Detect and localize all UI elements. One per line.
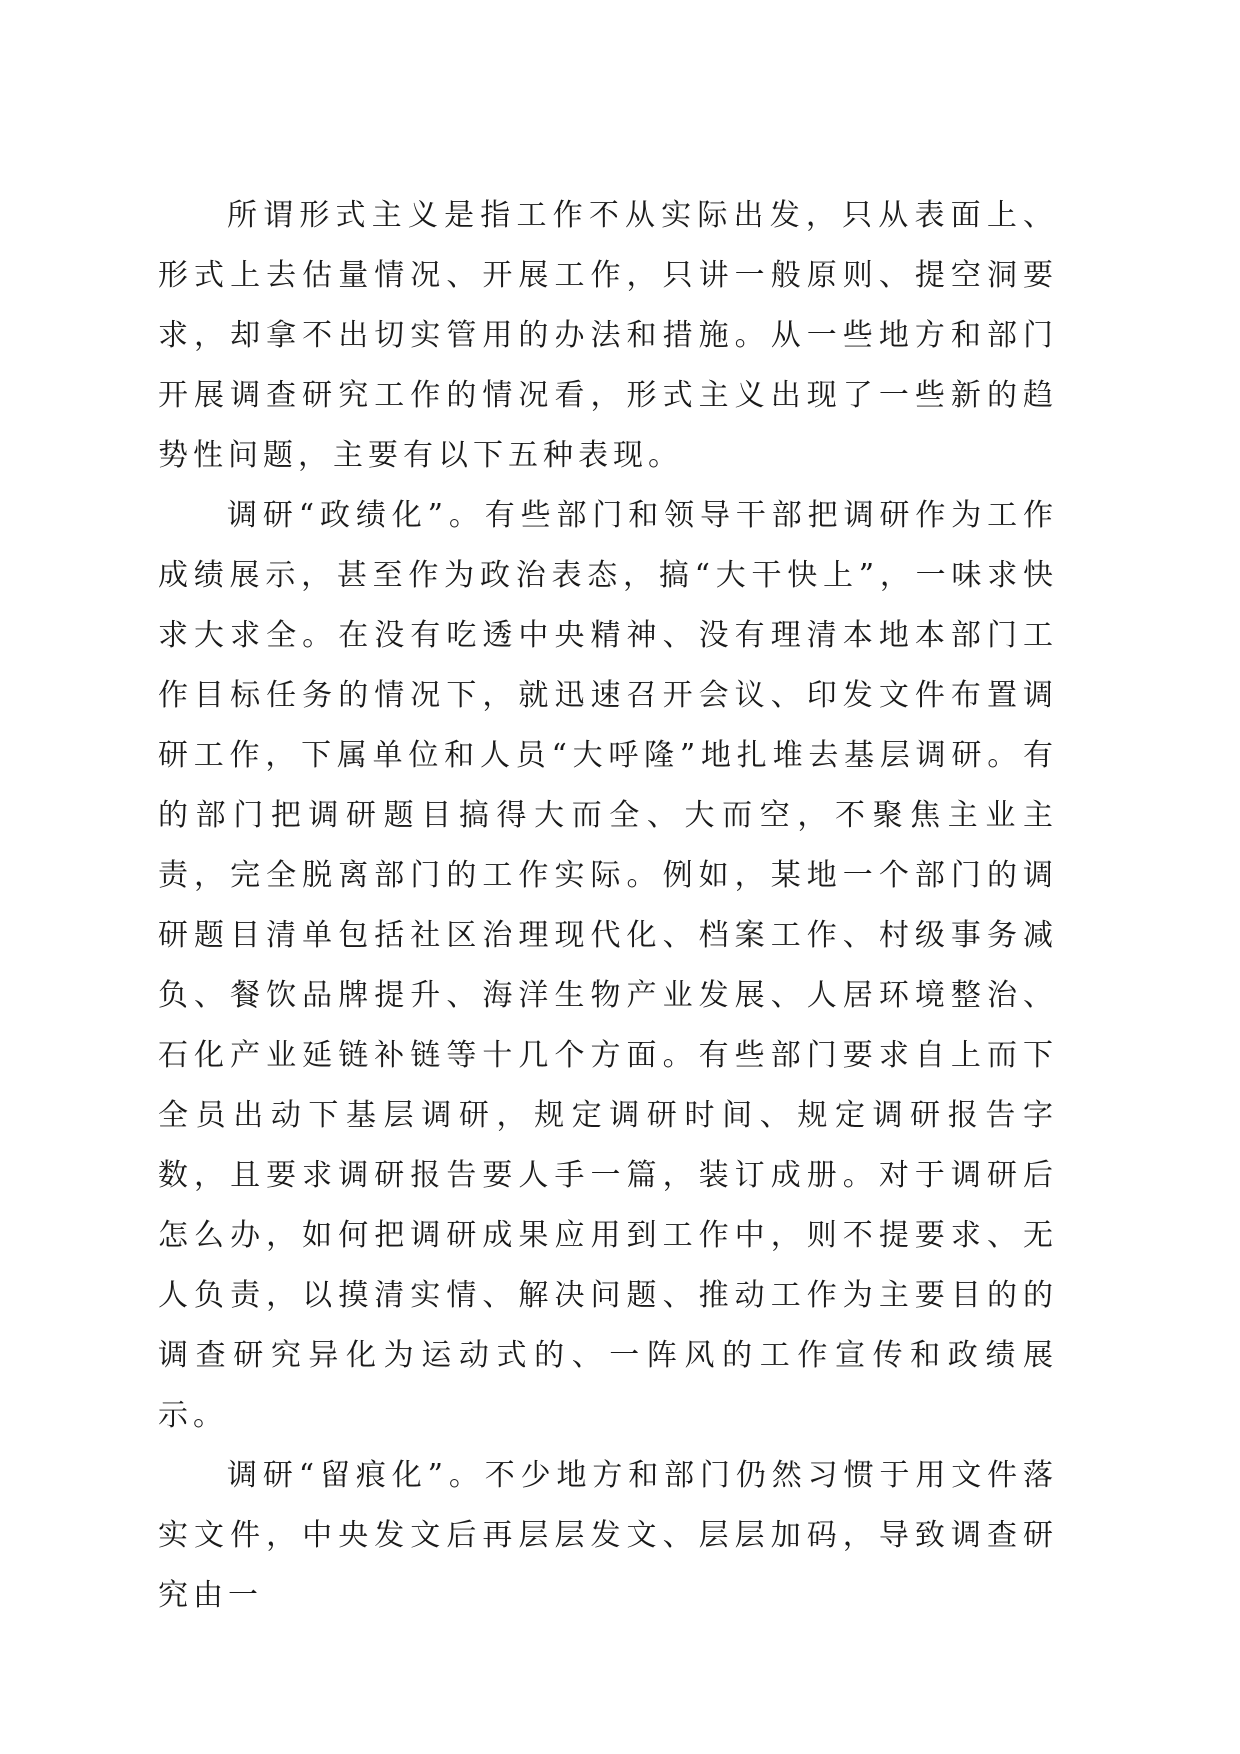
paragraph-trace-oriented-research: 调研“留痕化”。不少地方和部门仍然习惯于用文件落实文件，中央发文后再层层发文、层层加码，导致调查研究由一 — [158, 1458, 1058, 1613]
document-body — [158, 186, 1058, 1626]
paragraph-achievement-oriented-research: 调研“政绩化”。有些部门和领导干部把调研作为工作成绩展示，甚至作为政治表态，搞“大干快上”，一味求快求大求全。在没有吃透中央精神、没有理清本地本部门工作目标任务的情况下，就迅速召开会议、印发文件布置调研工作，下属单位和人员“大呼隆”地扎堆去基层调研。有的部门把调研题目搞得大而全、大而空，不聚焦主业主责，完全脱离部门的工作实际。例如，某地一个部门的调研题目清单包括社区治理现代化、档案工作、村级事务减负、餐饮品牌提升、海洋生物产业发展、人居环境整治、石化产业延链补链等十几个方面。有些部门要求自上而下全员出动下基层调研，规定调研时间、规定调研报告字数，且要求调研报告要人手一篇，装订成册。对于调研后怎么办，如何把调研成果应用到工作中，则不提要求、无人负责，以摸清实情、解决问题、推动工作为主要目的的调查研究异化为运动式的、一阵风的工作宣传和政绩展示。 — [158, 498, 1058, 1433]
paragraph-intro: 所谓形式主义是指工作不从实际出发，只从表面上、形式上去估量情况、开展工作，只讲一般原则、提空洞要求，却拿不出切实管用的办法和措施。从一些地方和部门开展调查研究工作的情况看，形式主义出现了一些新的趋势性问题，主要有以下五种表现。 — [158, 198, 1058, 473]
